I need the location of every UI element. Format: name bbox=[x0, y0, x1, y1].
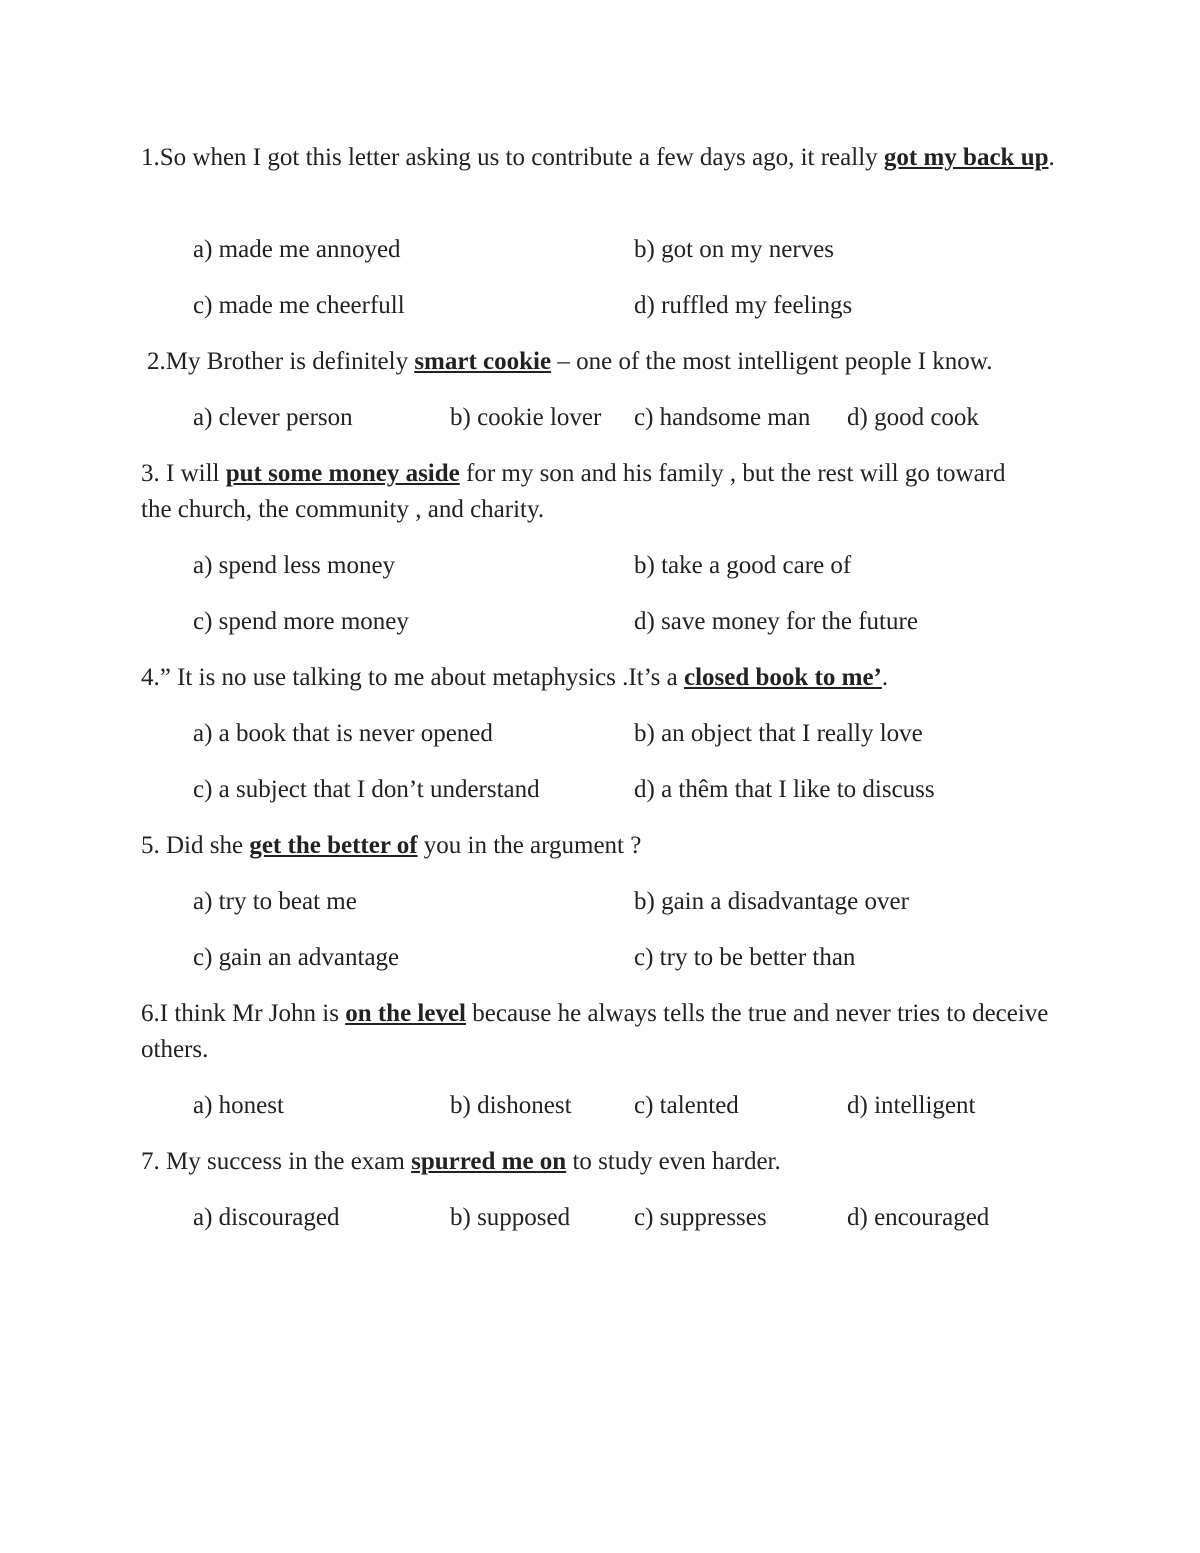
question-number: 7. bbox=[141, 1148, 166, 1175]
highlighted-phrase: on the level bbox=[345, 1000, 467, 1027]
option-b: b) dishonest bbox=[450, 1092, 572, 1119]
highlighted-phrase: get the better of bbox=[249, 832, 418, 859]
option-b: b) an object that I really love bbox=[634, 720, 923, 747]
option-a: a) made me annoyed bbox=[193, 236, 401, 263]
question-5 bbox=[141, 828, 1081, 864]
option-d: d) good cook bbox=[847, 404, 979, 431]
question-number: 6. bbox=[141, 1000, 160, 1027]
option-c: c) a subject that I don’t understand bbox=[193, 776, 540, 803]
highlighted-phrase: spurred me on bbox=[411, 1148, 567, 1175]
question-text-end: for my son and his family , but the rest will go toward the church, the community , and charity. bbox=[141, 460, 1006, 523]
question-number: 3. bbox=[141, 460, 166, 487]
question-text-end: to study even harder. bbox=[566, 1148, 781, 1175]
option-a: a) spend less money bbox=[193, 552, 396, 579]
highlighted-phrase: smart cookie bbox=[414, 348, 552, 375]
option-b: b) take a good care of bbox=[634, 552, 852, 579]
option-d: c) try to be better than bbox=[634, 944, 856, 971]
question-3 bbox=[141, 456, 1041, 528]
option-d: d) a thêm that I like to discuss bbox=[634, 776, 935, 803]
question-text: I think Mr John is bbox=[159, 1000, 346, 1027]
option-c: c) spend more money bbox=[193, 608, 409, 635]
question-text: I will bbox=[166, 460, 226, 487]
option-d: d) ruffled my feelings bbox=[634, 292, 853, 319]
highlighted-phrase: got my back up bbox=[883, 144, 1049, 171]
question-text: Did she bbox=[166, 832, 250, 859]
option-d: d) save money for the future bbox=[634, 608, 918, 635]
question-text-end: you in the argument ? bbox=[417, 832, 642, 859]
question-number: 5. bbox=[141, 832, 166, 859]
question-text-end: . bbox=[881, 664, 889, 691]
question-text-end: – one of the most intelligent people I know. bbox=[551, 348, 993, 375]
option-b: b) gain a disadvantage over bbox=[634, 888, 909, 915]
question-text: My success in the exam bbox=[166, 1148, 412, 1175]
question-number: 2. bbox=[147, 348, 166, 375]
highlighted-phrase: put some money aside bbox=[225, 460, 460, 487]
option-a: a) discouraged bbox=[193, 1204, 340, 1231]
question-4 bbox=[141, 660, 1081, 696]
question-1 bbox=[141, 140, 1081, 176]
question-7 bbox=[141, 1144, 1081, 1180]
option-c: c) made me cheerfull bbox=[193, 292, 405, 319]
option-a: a) try to beat me bbox=[193, 888, 357, 915]
option-a: a) honest bbox=[193, 1092, 284, 1119]
question-text: So when I got this letter asking us to contribute a few days ago, it really bbox=[159, 144, 884, 171]
question-text-end: . bbox=[1048, 144, 1055, 171]
option-a: a) clever person bbox=[193, 404, 353, 431]
question-text: ” It is no use talking to me about metaphysics .It’s a bbox=[159, 664, 684, 691]
option-b: b) got on my nerves bbox=[634, 236, 834, 263]
option-c: c) suppresses bbox=[634, 1204, 767, 1231]
question-number: 4. bbox=[141, 664, 160, 691]
option-c: c) handsome man bbox=[634, 404, 811, 431]
option-b: b) supposed bbox=[450, 1204, 571, 1231]
highlighted-phrase: closed book to me’ bbox=[683, 664, 882, 691]
option-c: c) gain an advantage bbox=[193, 944, 400, 971]
question-6 bbox=[141, 996, 1071, 1068]
option-d: d) encouraged bbox=[847, 1204, 990, 1231]
question-2 bbox=[147, 344, 1147, 380]
question-number: 1. bbox=[141, 144, 160, 171]
option-a: a) a book that is never opened bbox=[193, 720, 493, 747]
question-text-end: because he always tells the true and never tries to deceive others. bbox=[141, 1000, 1049, 1063]
option-c: c) talented bbox=[634, 1092, 739, 1119]
question-text: My Brother is definitely bbox=[165, 348, 415, 375]
option-b: b) cookie lover bbox=[450, 404, 602, 431]
option-d: d) intelligent bbox=[847, 1092, 976, 1119]
